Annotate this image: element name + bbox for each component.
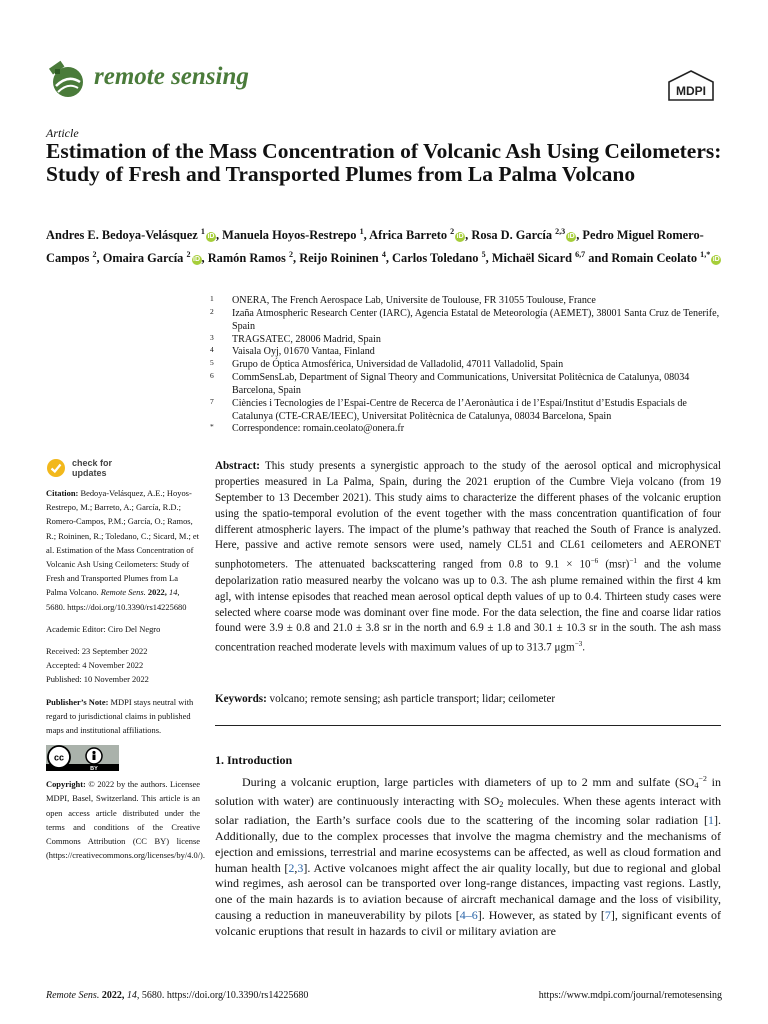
footer-citation: Remote Sens. 2022, 14, 5680. https://doi.org/10.3390/rs14225680 <box>46 990 309 1001</box>
mdpi-logo <box>666 70 716 104</box>
svg-text:BY: BY <box>90 766 98 772</box>
cc-by-license-icon[interactable] <box>46 745 119 771</box>
reference-link[interactable]: 7 <box>604 908 611 923</box>
orcid-icon[interactable]: iD <box>207 233 215 241</box>
dates-block: Received: 23 September 2022 Accepted: 4 November 2022 Published: 10 November 2022 <box>46 646 149 685</box>
article-type: Article <box>46 126 79 140</box>
affiliation: 1 ONERA, The French Aerospace Lab, Universite de Toulouse, FR 31055 Toulouse, France <box>210 294 596 306</box>
svg-text:cc: cc <box>53 752 65 763</box>
section-divider <box>215 725 721 726</box>
orcid-icon[interactable]: iD <box>567 233 575 241</box>
correspondence[interactable]: * Correspondence: romain.ceolato@onera.fr <box>210 422 405 435</box>
academic-editor: Academic Editor: Ciro Del Negro <box>46 623 161 634</box>
affiliation: 2 Izaña Atmospheric Research Center (IARC), Agencia Estatal de Meteorología (AEMET), 38001 Santa Cruz de Tenerife, Spain <box>210 306 720 332</box>
author: Michaël Sicard <box>491 251 572 266</box>
author: Reijo Roininen <box>299 251 379 266</box>
author: Africa Barreto <box>369 228 448 243</box>
copyright-block: Copyright: © 2022 by the authors. Licensee MDPI, Basel, Switzerland. This article is an open access article distributed under the terms and conditions of the Creative Commons Attribution (CC BY) license (https://creativecommons.org/licenses/by/4.0/). <box>46 779 205 861</box>
affiliation: 7 Ciències i Tecnologies de l’Espai-Centre de Recerca de l’Aeronàutica i de l’Espai/Institut d’Estudis Espacials de Catalunya (CTE-CRAE/IEEC), Universitat Politècnica de Catalunya, 08034 Barcelona, Spain <box>210 396 687 422</box>
svg-text:MDPI: MDPI <box>676 84 706 98</box>
author: Manuela Hoyos-Restrepo <box>222 228 357 243</box>
author: Omaira García <box>102 251 184 266</box>
sidebar <box>46 458 205 870</box>
abstract: Abstract: This study presents a synergistic approach to the study of the aerosol optical and microphysical properties measured in La Palma, Spain, during the 2021 eruption of the Cumbre Vieja volcano (from 19 September to 13 December 2021). This study aims to characterize the different phases of the volcanic eruption using the spatio-temporal evolution of the event together with the mass concentration quantification of four different atmospheric layers. The impact of the plume’s pathway that reached the South of France is analyzed. Here, passive and active remote sensors were used, namely CL51 and CL61 ceilometers and AERONET sunphotometers. The attenuated backscattering ranged from 0.8 to $9.1 \times 10^{-6}$ (msr)$^{-1}$ and the volume depolarization ratio measured nearby the volcano was up to 0.3. The ash plume remained within the first 4 km agl, with intense episodes that reached mean aerosol optical depth values of up to 0.4. Thirteen study cases were selected where coarse mode was dominant over fine mode. For the data selection, the fine and coarse lidar ratios found were 3.9 ± 0.8 and 21.0 ± 3.8 sr in the north and 6.9 ± 1.8 and 30.1 ± 10.3 sr in the south. The ash mass concentration reached moderate levels with maximum values of up to 313.7 μgm$^{-3}$. <box>215 460 722 654</box>
citation-block: Citation: Bedoya-Velásquez, A.E.; Hoyos-Restrepo, M.; Barreto, A.; García, R.D.; Romero-Campos, P.M.; García, O.; Ramos, R.; Roininen, R.; Toledano, C.; Sicard, M.; et al. Estimation of the Mass Concentration of Volcanic Ash Using Ceilometers: Study of Fresh and Transported Plumes from La Palma Volcano. Remote Sens. 2022, 14, 5680. https://doi.org/10.3390/rs14225680 <box>46 488 199 612</box>
author: Pedro Miguel Romero-Campos <box>46 228 704 266</box>
author: Rosa D. García <box>471 228 553 243</box>
reference-link[interactable]: 4–6 <box>459 908 478 923</box>
journal-name: remote sensing <box>94 63 249 90</box>
affiliation: 5 Grupo de Óptica Atmosférica, Universidad de Valladolid, 47011 Valladolid, Spain <box>210 358 564 371</box>
affiliation: 3 TRAGSATEC, 28006 Madrid, Spain <box>210 332 381 345</box>
reference-link[interactable]: 3 <box>297 860 304 875</box>
orcid-icon[interactable]: iD <box>456 233 464 241</box>
orcid-icon[interactable]: iD <box>712 256 720 264</box>
keywords: Keywords: volcano; remote sensing; ash particle transport; lidar; ceilometer <box>215 693 556 705</box>
journal-logo-icon <box>46 60 86 100</box>
citation-doi-link[interactable]: https://doi.org/10.3390/rs14225680 <box>67 601 187 612</box>
orcid-icon[interactable]: iD <box>193 256 200 264</box>
author: Ramón Ramos <box>207 251 286 266</box>
check-updates-icon <box>46 458 66 478</box>
section-heading: 1. Introduction <box>215 753 293 767</box>
footer-journal-url[interactable]: https://www.mdpi.com/journal/remotesensing <box>538 990 722 1001</box>
author: Carlos Toledano <box>392 251 479 266</box>
author: Andres E. Bedoya-Velásquez <box>46 228 198 243</box>
check-for-updates-badge[interactable]: check for updates <box>46 458 200 478</box>
introduction-paragraph: During a volcanic eruption, large particles with diameters of up to 2 mm and sulfate ($SO4^{-2}$ in solution with water) are continuously interacting with SO2 molecules. When these agents interact with solar radiation, the Earth’s surface cools due to the scattering of the incoming solar radiation [1]. Additionally, due to the complex processes that involve the magma chemistry and the mechanisms of ejection and emissions, terrestrial and marine ecosystems can be affected, as well as cloud formation and human health [2,3]. Active volcanoes might affect the air quality locally, but due to regional and global wind regimes, ash aerosol can be transported over long-range distances, impacting vast regions. Lastly, one of the main hazards is to aviation because of aircraft mechanical damage and the loss of visibility, causing a reduction in maneuverability by pilots [4–6]. However, as stated by [7], significant events of volcanic eruptions that result in hazards to civil or military aviation are <box>215 774 722 939</box>
affiliation: 4 Vaisala Oyj, 01670 Vantaa, Finland <box>210 345 375 358</box>
reference-link[interactable]: 1 <box>708 812 714 827</box>
author: Romain Ceolato <box>611 251 698 266</box>
reference-link[interactable]: 2 <box>288 860 295 875</box>
publisher-note: Publisher’s Note: MDPI stays neutral with regard to jurisdictional claims in published maps and institutional affiliations. <box>46 696 194 736</box>
affiliation: 6 CommSensLab, Department of Signal Theory and Communications, Universitat Politècnica de Catalunya, 08034 Barcelona, Spain <box>210 371 690 396</box>
affiliation-list <box>210 295 725 436</box>
article-title: Estimation of the Mass Concentration of Volcanic Ash Using Ceilometers: Study of Fresh and Transported Plumes from La Palma Volcano <box>46 139 722 186</box>
author-list: Andres E. Bedoya-Velásquez $^1$iD , Manuela Hoyos-Restrepo $^1$, Africa Barreto $^2$iD , Rosa D. García $^{2,3}$iD , Pedro Miguel Romero-Campos $^2$, Omaira García $^2$iD , Ramón Ramos $^2$, Reijo Roininen $^4$, Carlos Toledano $^5$, Michaël Sicard $^{6,7}$ and Romain Ceolato $^{1,*}$iD <box>46 227 720 266</box>
